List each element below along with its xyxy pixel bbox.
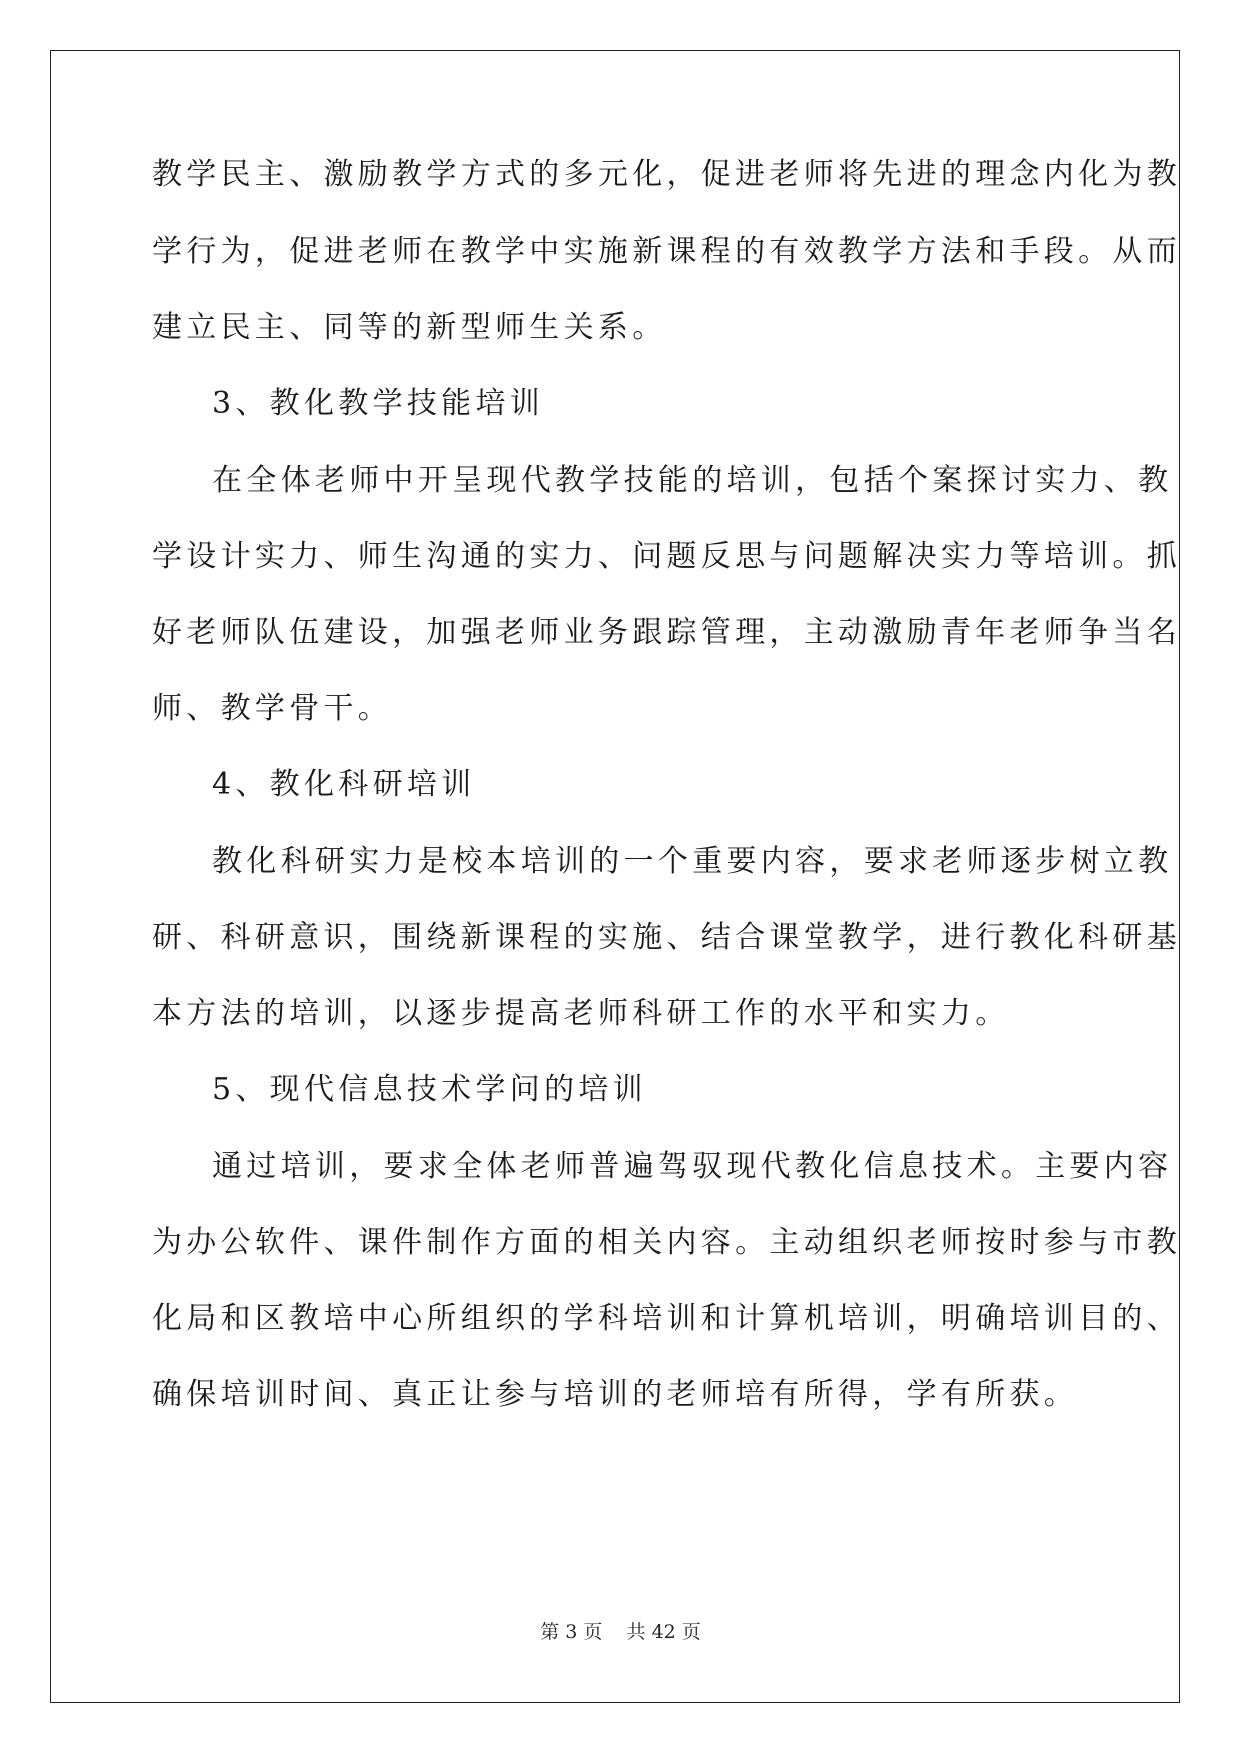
body-line: 本方法的培训，以逐步提高老师科研工作的水平和实力。 bbox=[152, 996, 1010, 1031]
body-line: 教化科研实力是校本培训的一个重要内容，要求老师逐步树立教 bbox=[212, 844, 1173, 879]
body-line: 确保培训时间、真正让参与培训的老师培有所得，学有所获。 bbox=[152, 1377, 1079, 1412]
body-line: 教学民主、激励教学方式的多元化，促进老师将先进的理念内化为教 bbox=[152, 157, 1181, 192]
body-line: 化局和区教培中心所组织的学科培训和计算机培训，明确培训目的、 bbox=[152, 1301, 1181, 1336]
body-line: 研、科研意识，围绕新课程的实施、结合课堂教学，进行教化科研基 bbox=[152, 920, 1181, 955]
body-line: 学设计实力、师生沟通的实力、问题反思与问题解决实力等培训。抓 bbox=[152, 539, 1181, 574]
body-line: 为办公软件、课件制作方面的相关内容。主动组织老师按时参与市教 bbox=[152, 1225, 1181, 1260]
body-line: 建立民主、同等的新型师生关系。 bbox=[152, 310, 667, 345]
body-line: 学行为，促进老师在教学中实施新课程的有效教学方法和手段。从而 bbox=[152, 234, 1181, 269]
section-heading: 5、现代信息技术学问的培训 bbox=[212, 1072, 647, 1107]
body-line: 在全体老师中开呈现代教学技能的培训，包括个案探讨实力、教 bbox=[212, 463, 1173, 498]
body-line: 好老师队伍建设，加强老师业务跟踪管理，主动激励青年老师争当名 bbox=[152, 615, 1181, 650]
page-number: 第 3 页 共 42 页 bbox=[540, 1621, 701, 1643]
body-line: 师、教学骨干。 bbox=[152, 691, 393, 726]
section-heading: 4、教化科研培训 bbox=[212, 767, 476, 802]
section-heading: 3、教化教学技能培训 bbox=[212, 386, 545, 421]
body-line: 通过培训，要求全体老师普遍驾驭现代教化信息技术。主要内容 bbox=[212, 1149, 1173, 1184]
